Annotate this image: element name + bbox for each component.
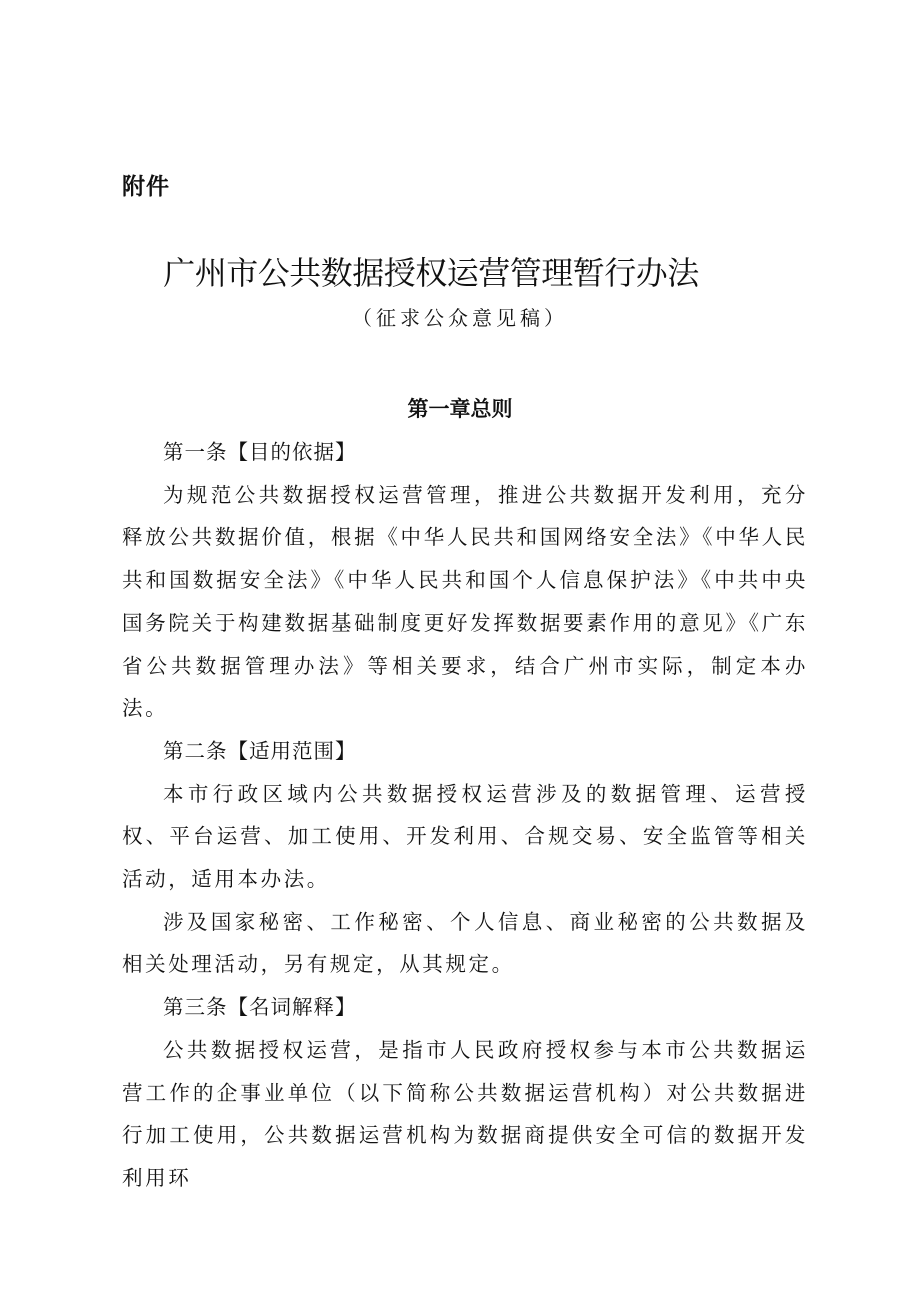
- document-title: 广州市公共数据授权运营管理暂行办法: [163, 254, 699, 292]
- article-2-heading: 第二条【适用范围】: [163, 738, 357, 763]
- article-3-paragraph-1: 公共数据授权运营，是指市人民政府授权参与本市公共数据运营工作的企事业单位（以下简称公共数据运营机构）对公共数据进行加工使用，公共数据运营机构为数据商提供安全可信的数据开发利用环: [122, 1037, 808, 1190]
- document-subtitle: （征求公众意见稿）: [352, 306, 568, 330]
- article-3-heading: 第三条【名词解释】: [163, 995, 357, 1020]
- document-body: [122, 431, 808, 1200]
- chapter-heading: 第一章总则: [407, 397, 513, 421]
- attachment-label: 附件: [122, 174, 170, 200]
- article-1-heading: 第一条【目的依据】: [163, 440, 357, 464]
- article-1-paragraph: 为规范公共数据授权运营管理，推进公共数据开发利用，充分释放公共数据价值，根据《中华人民共和国网络安全法》《中华人民共和国数据安全法》《中华人民共和国个人信息保护法》《中共中央国务院关于构建数据基础制度更好发挥数据要素作用的意见》《广东省公共数据管理办法》等相关要求，结合广州市实际，制定本办法。: [122, 482, 808, 721]
- article-2-paragraph-1: 本市行政区域内公共数据授权运营涉及的数据管理、运营授权、平台运营、加工使用、开发利用、合规交易、安全监管等相关活动，适用本办法。: [122, 781, 808, 892]
- article-2-paragraph-2: 涉及国家秘密、工作秘密、个人信息、商业秘密的公共数据及相关处理活动，另有规定，从其规定。: [122, 909, 808, 977]
